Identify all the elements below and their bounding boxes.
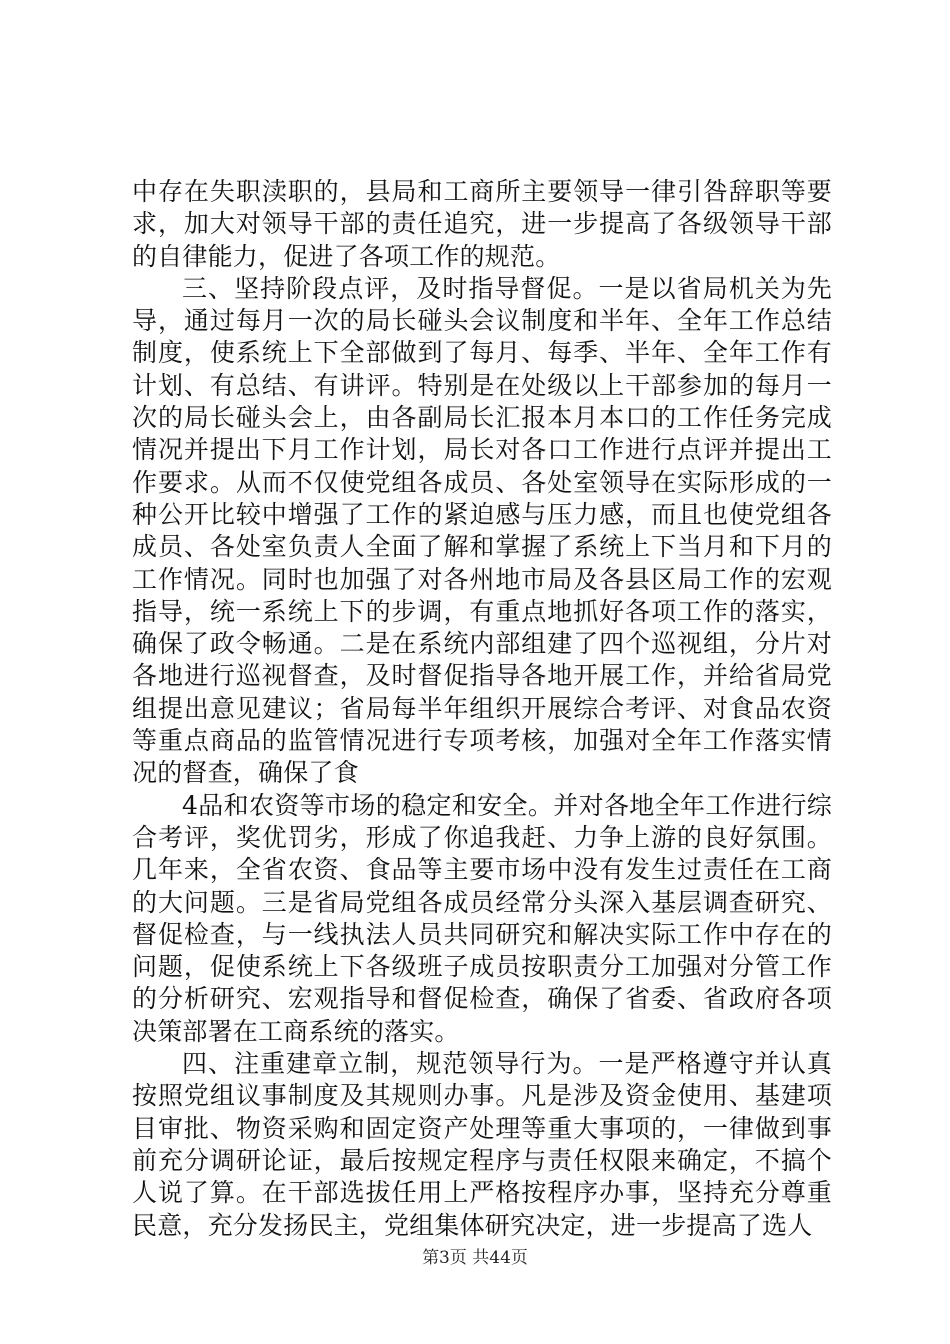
- paragraph-continuation: 中存在失职渎职的，县局和工商所主要领导一律引咎辞职等要求，加大对领导干部的责任追究，进一步提高了各级领导干部的自律能力，促进了各项工作的规范。: [132, 177, 832, 271]
- paragraph-section-three-continued: 4品和农资等市场的稳定和安全。并对各地全年工作进行综合考评，奖优罚劣，形成了你追我赶、力争上游的良好氛围。几年来，全省农资、食品等主要市场中没有发生过责任在工商的大问题。三是省局党组各成员经常分头深入基层调查研究、督促检查，与一线执法人员共同研究和解决实际工作中存在的问题，促使系统上下各级班子成员按职责分工加强对分管工作的分析研究、宏观指导和督促检查，确保了省委、省政府各项决策部署在工商系统的落实。: [132, 790, 832, 1046]
- document-body: [132, 176, 832, 1242]
- page-footer: 第3页 共44页: [422, 1248, 528, 1268]
- paragraph-section-four: 四、注重建章立制，规范领导行为。一是严格遵守并认真按照党组议事制度及其规则办事。凡是涉及资金使用、基建项目审批、物资采购和固定资产处理等重大事项的，一律做到事前充分调研论证，最后按规定程序与责任权限来确定，不搞个人说了算。在干部选拔任用上严格按程序办事，坚持充分尊重民意，充分发扬民主，党组集体研究决定，进一步提高了选人: [132, 1049, 832, 1240]
- paragraph-section-three: 三、坚持阶段点评，及时指导督促。一是以省局机关为先导，通过每月一次的局长碰头会议制度和半年、全年工作总结制度，使系统上下全部做到了每月、每季、半年、全年工作有计划、有总结、有讲评。特别是在处级以上干部参加的每月一次的局长碰头会上，由各副局长汇报本月本口的工作任务完成情况并提出下月工作计划，局长对各口工作进行点评并提出工作要求。从而不仅使党组各成员、各处室领导在实际形成的一种公开比较中增强了工作的紧迫感与压力感，而且也使党组各成员、各处室负责人全面了解和掌握了系统上下当月和下月的工作情况。同时也加强了对各州地市局及各县区局工作的宏观指导，统一系统上下的步调，有重点地抓好各项工作的落实，确保了政令畅通。二是在系统内部组建了四个巡视组，分片对各地进行巡视督查，及时督促指导各地开展工作，并给省局党组提出意见建议；省局每半年组织开展综合考评、对食品农资等重点商品的监管情况进行专项考核，加强对全年工作落实情况的督查，确保了食: [132, 273, 832, 788]
